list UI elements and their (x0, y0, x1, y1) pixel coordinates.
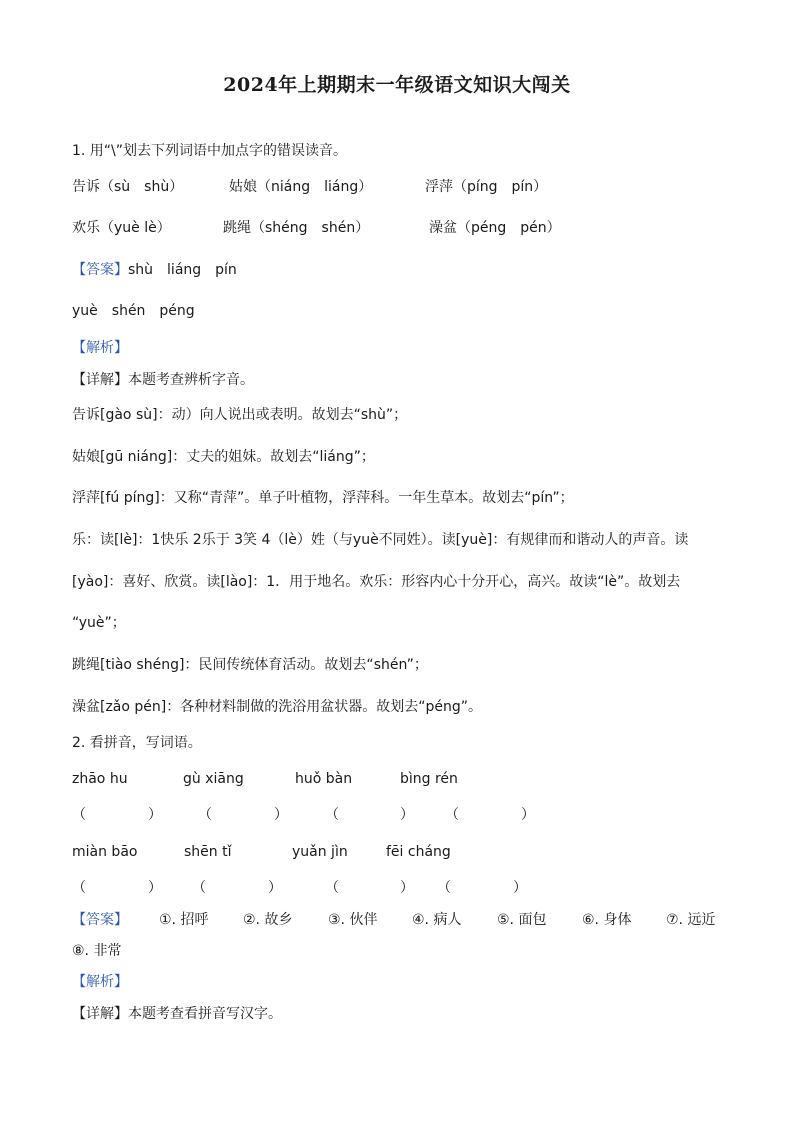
answer-item: ⑤. 面包 (497, 912, 547, 928)
blank-close: ） (400, 807, 414, 823)
answer-item: ④. 病人 (412, 912, 462, 928)
q1-answer (72, 261, 237, 279)
answer-item: ⑦. 远近 (666, 912, 716, 928)
pinyin-item: gù xiāng (183, 771, 244, 787)
q1-item: 浮萍（píng pín） (425, 179, 548, 195)
answer-text: shù liáng pín (128, 262, 237, 278)
answer-item: ⑥. 身体 (582, 912, 632, 928)
q2-question: 2. 看拼音，写词语。 (72, 735, 202, 751)
pinyin-item: bìng rén (400, 771, 458, 787)
pinyin-item: shēn tǐ (184, 844, 232, 860)
blank-open: （ (72, 880, 86, 896)
blank-open: （ (445, 807, 459, 823)
explanation-line: 告诉[gào sù]：动）向人说出或表明。故划去“shù”； (72, 407, 408, 423)
blank-open: （ (437, 880, 451, 896)
answer-item: ①. 招呼 (159, 912, 209, 928)
page-title: 2024年上期期末一年级语文知识大闯关 (223, 74, 571, 96)
blank-close: ） (148, 807, 162, 823)
pinyin-item: fēi cháng (386, 844, 451, 860)
blank-close: ） (268, 880, 282, 896)
pinyin-item: zhāo hu (72, 771, 128, 787)
analysis-tag: 【解析】 (72, 340, 128, 356)
blank-open: （ (325, 880, 339, 896)
q1-answer-line2: yuè shén péng (72, 303, 195, 319)
pinyin-item: miàn bāo (72, 844, 138, 860)
answer-item: ②. 故乡 (243, 912, 293, 928)
detail-text: 本题考查辨析字音。 (128, 372, 254, 388)
q1-item: 告诉（sù shù） (72, 179, 184, 195)
explanation-line: “yuè”； (72, 615, 126, 631)
q1-question: 1. 用“\”划去下列词语中加点字的错误读音。 (72, 143, 348, 159)
q1-item: 澡盆（péng pén） (429, 220, 561, 236)
explanation-line: 姑娘[gū niáng]：丈夫的姐妹。故划去“liáng”； (72, 449, 375, 465)
blank-open: （ (72, 807, 86, 823)
q1-item: 跳绳（shéng shén） (223, 220, 370, 236)
explanation-line: 澡盆[zǎo pén]：各种材料制做的洗浴用盆状器。故划去“péng”。 (72, 699, 483, 715)
explanation-line: 乐：读[lè]：1快乐 2乐于 3笑 4（lè）姓（与yuè不同姓）。读[yuè]：有规律而和谐动人的声音。读 (72, 532, 689, 548)
explanation-line: 跳绳[tiào shéng]：民间传统体育活动。故划去“shén”； (72, 657, 428, 673)
blank-open: （ (192, 880, 206, 896)
blank-close: ） (521, 807, 535, 823)
pinyin-item: yuǎn jìn (292, 844, 348, 860)
blank-close: ） (148, 880, 162, 896)
detail-tag: 【详解】 (72, 1006, 128, 1022)
q1-item: 姑娘（niáng liáng） (229, 179, 373, 195)
answer-item: ⑧. 非常 (72, 943, 122, 959)
detail-text: 本题考查看拼音写汉字。 (128, 1006, 282, 1022)
blank-open: （ (198, 807, 212, 823)
explanation-line: 浮萍[fú píng]：又称“青萍”。单子叶植物，浮萍科。一年生草本。故划去“pín”； (72, 490, 574, 506)
q1-item: 欢乐（yuè lè） (72, 220, 171, 236)
q2-detail (72, 1005, 282, 1023)
explanation-line: [yào]：喜好、欣赏。读[lào]：1．用于地名。欢乐：形容内心十分开心，高兴。故读“lè”。故划去 (72, 574, 681, 590)
detail-tag: 【详解】 (72, 372, 128, 388)
answer-tag: 【答案】 (72, 262, 128, 278)
q1-detail (72, 371, 254, 389)
blank-close: ） (400, 880, 414, 896)
blank-close: ） (274, 807, 288, 823)
analysis-tag: 【解析】 (72, 974, 128, 990)
blank-open: （ (325, 807, 339, 823)
answer-tag: 【答案】 (72, 912, 128, 928)
answer-item: ③. 伙伴 (328, 912, 378, 928)
blank-close: ） (513, 880, 527, 896)
pinyin-item: huǒ bàn (295, 771, 353, 787)
